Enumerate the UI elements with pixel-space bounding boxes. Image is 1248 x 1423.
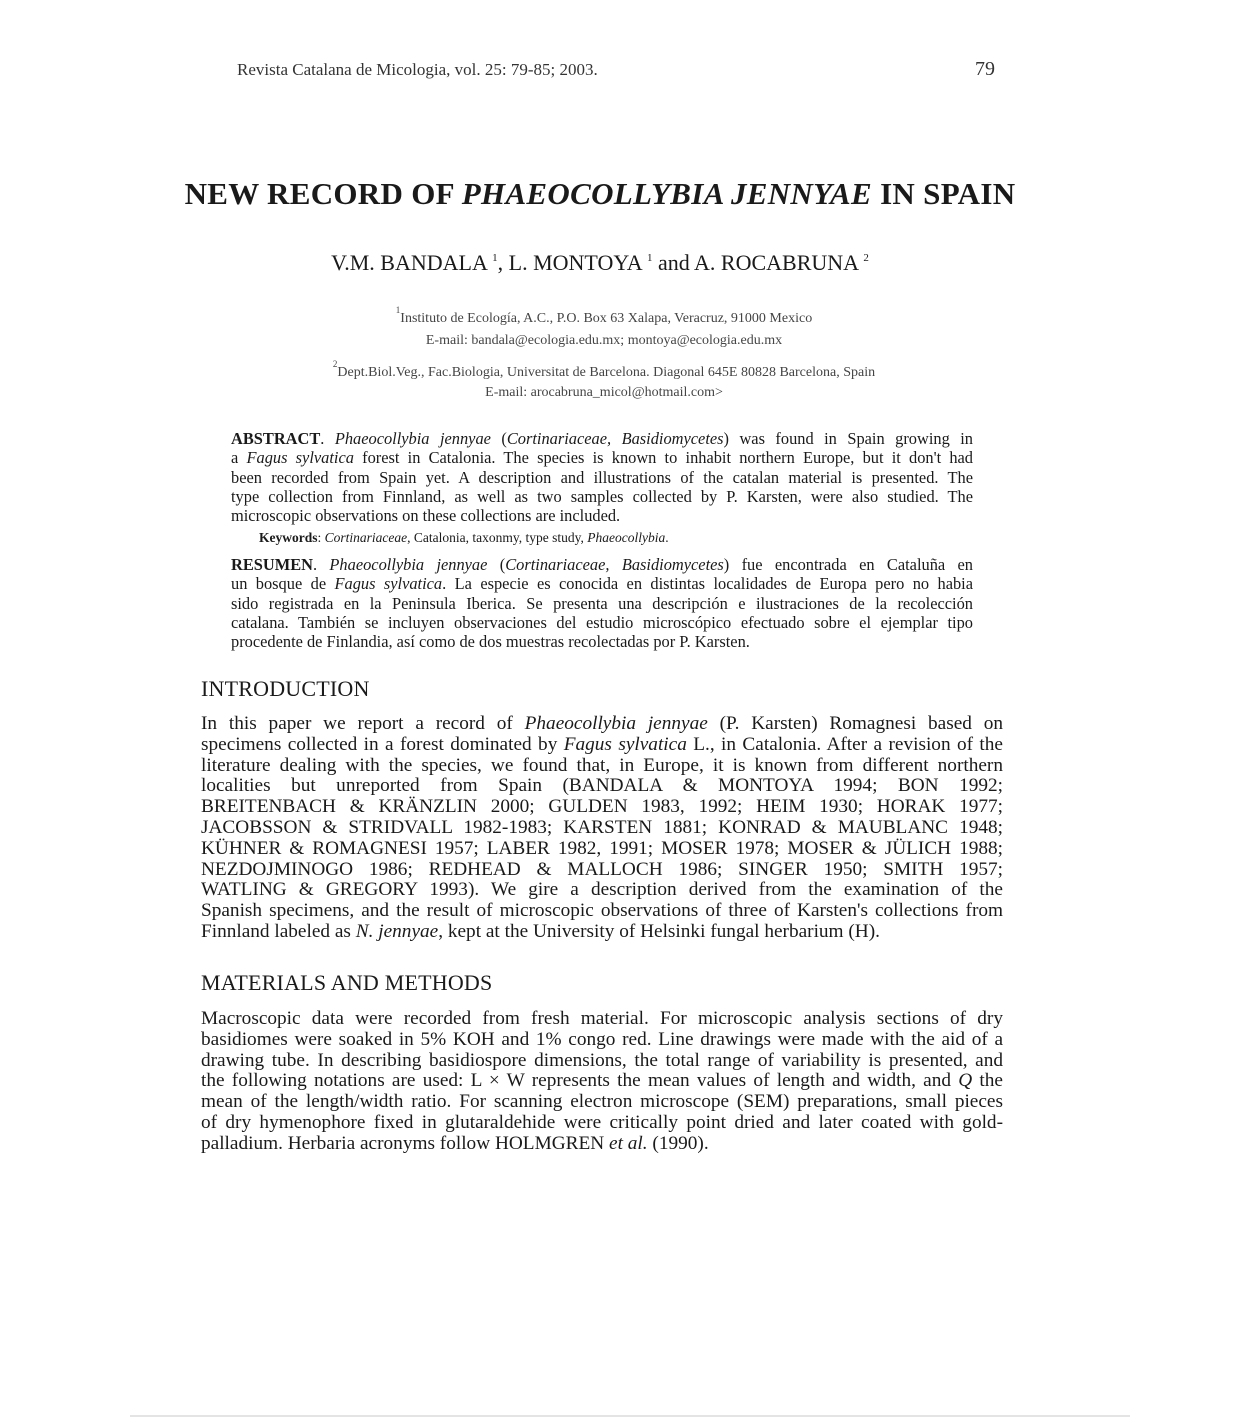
page-edge-shadow bbox=[130, 1415, 1130, 1417]
intro-line: specimens collected in a forest dominated by Fagus sylvatica L., in Catalonia. After a revision of the bbox=[201, 733, 1003, 755]
intro-line: Finnland labeled as N. jennyae, kept at the University of Helsinki fungal herbarium (H). bbox=[201, 920, 880, 942]
intro-line: WATLING & GREGORY 1993). We gire a description derived from the examination of the bbox=[201, 879, 1003, 901]
methods-line: basidiomes were soaked in 5% KOH and 1% congo red. Line drawings were made with the aid of a bbox=[201, 1028, 1003, 1050]
abstract bbox=[231, 429, 973, 525]
affiliation-2 bbox=[0, 359, 1208, 381]
title-suffix: IN SPAIN bbox=[872, 176, 1016, 211]
methods-line: drawing tube. In describing basidiospore dimensions, the total range of variability is presented, and bbox=[201, 1049, 1003, 1071]
affiliation-1 bbox=[0, 305, 1208, 327]
resumen bbox=[231, 555, 973, 651]
author-1: V.M. BANDALA bbox=[331, 250, 493, 275]
resumen-line: sido registrada en la Peninsula Iberica. Se presenta una descripción e ilustraciones de la recolección bbox=[231, 593, 973, 613]
abstract-line: been recorded from Spain yet. A description and illustrations of the catalan material is presented. The bbox=[231, 467, 973, 487]
methods-line: the following notations are used: L × W represents the mean values of length and width, and Q the bbox=[201, 1070, 1003, 1092]
author-3: and A. ROCABRUNA bbox=[652, 250, 864, 275]
methods-line: of dry hymenophore fixed in glutaraldehide were critically point dried and later coated with gold- bbox=[201, 1111, 1003, 1133]
author-3-affil: 2 bbox=[863, 252, 869, 264]
methods-line: palladium. Herbaria acronyms follow HOLMGREN et al. (1990). bbox=[201, 1132, 709, 1154]
resumen-line: procedente de Finlandia, así como de dos muestras recolectadas por P. Karsten. bbox=[231, 632, 750, 652]
methods-line: Macroscopic data were recorded from fresh material. For microscopic analysis sections of dry bbox=[201, 1008, 1003, 1029]
author-1-affil: 1 bbox=[492, 252, 498, 264]
title-species: PHAEOCOLLYBIA JENNYAE bbox=[461, 176, 873, 211]
intro-line: KÜHNER & ROMAGNESI 1957; LABER 1982, 1991; MOSER 1978; MOSER & JÜLICH 1988; bbox=[201, 837, 1003, 859]
intro-line: Spanish specimens, and the result of microscopic observations of three of Karsten's collections from bbox=[201, 900, 1003, 922]
resumen-label: RESUMEN bbox=[231, 555, 313, 574]
title-prefix: NEW RECORD OF bbox=[184, 176, 462, 211]
paper-title bbox=[0, 176, 1200, 212]
abstract-line: type collection from Finnland, as well as two samples collected by P. Karsten, were also studied. The bbox=[231, 486, 973, 506]
abstract-line: microscopic observations on these collections are included. bbox=[231, 506, 621, 526]
affiliation-1-email: E-mail: bandala@ecologia.edu.mx; montoya@ecologia.edu.mx bbox=[425, 333, 783, 348]
methods-heading: MATERIALS AND METHODS bbox=[201, 970, 493, 995]
affiliation-1-text: Instituto de Ecología, A.C., P.O. Box 63 Xalapa, Veracruz, 91000 Mexico bbox=[400, 311, 813, 326]
intro-line: literature dealing with the species, we found that, in Europe, it is known from different northern bbox=[201, 754, 1003, 776]
abstract-label: ABSTRACT bbox=[231, 429, 321, 448]
introduction-body bbox=[201, 714, 1003, 943]
methods-body bbox=[201, 1009, 1003, 1155]
introduction-heading: INTRODUCTION bbox=[201, 676, 370, 701]
abstract-line: a Fagus sylvatica forest in Catalonia. The species is known to inhabit northern Europe, but it don't had bbox=[231, 448, 973, 468]
resumen-line: RESUMEN. Phaeocollybia jennyae (Cortinariaceae, Basidiomycetes) fue encontrada en Cataluña en bbox=[231, 555, 973, 574]
affiliation-2-mark: 2 bbox=[332, 359, 338, 369]
intro-line: localities but unreported from Spain (BANDALA & MONTOYA 1994; BON 1992; bbox=[201, 775, 1003, 797]
intro-line: NEZDOJMINOGO 1986; REDHEAD & MALLOCH 1986; SINGER 1950; SMITH 1957; bbox=[201, 858, 1003, 880]
keywords: Keywords: Cortinariaceae, Catalonia, taxonmy, type study, Phaeocollybia. bbox=[259, 530, 669, 545]
resumen-line: catalana. También se incluyen observaciones del estudio microscópico efectuado sobre el ejemplar tipo bbox=[231, 612, 973, 632]
author-2: , L. MONTOYA bbox=[497, 250, 647, 275]
author-list bbox=[0, 250, 1200, 276]
keywords-label: Keywords bbox=[259, 530, 318, 545]
intro-line: BREITENBACH & KRÄNZLIN 2000; GULDEN 1983, 1992; HEIM 1930; HORAK 1977; bbox=[201, 796, 1003, 818]
intro-line: JACOBSSON & STRIDVALL 1982-1983; KARSTEN 1881; KONRAD & MAUBLANC 1948; bbox=[201, 816, 1003, 838]
abstract-line: ABSTRACT. Phaeocollybia jennyae (Cortinariaceae, Basidiomycetes) was found in Spain growing in bbox=[231, 429, 973, 448]
methods-line: mean of the length/width ratio. For scanning electron microscope (SEM) preparations, small pieces bbox=[201, 1091, 1003, 1113]
intro-line: In this paper we report a record of Phaeocollybia jennyae (P. Karsten) Romagnesi based on bbox=[201, 713, 1004, 734]
affiliation-2-text: Dept.Biol.Veg., Fac.Biologia, Universitat de Barcelona. Diagonal 645E 80828 Barcelona, Spain bbox=[337, 365, 876, 380]
resumen-line: un bosque de Fagus sylvatica. La especie es conocida en distintas localidades de Europa pero no habia bbox=[231, 574, 973, 594]
affiliation-1-mark: 1 bbox=[395, 305, 401, 315]
author-2-affil: 1 bbox=[646, 252, 653, 264]
page-number: 79 bbox=[975, 58, 995, 80]
running-head: Revista Catalana de Micologia, vol. 25: 79-85; 2003. bbox=[237, 60, 598, 79]
affiliation-2-email: E-mail: arocabruna_micol@hotmail.com> bbox=[485, 385, 723, 400]
